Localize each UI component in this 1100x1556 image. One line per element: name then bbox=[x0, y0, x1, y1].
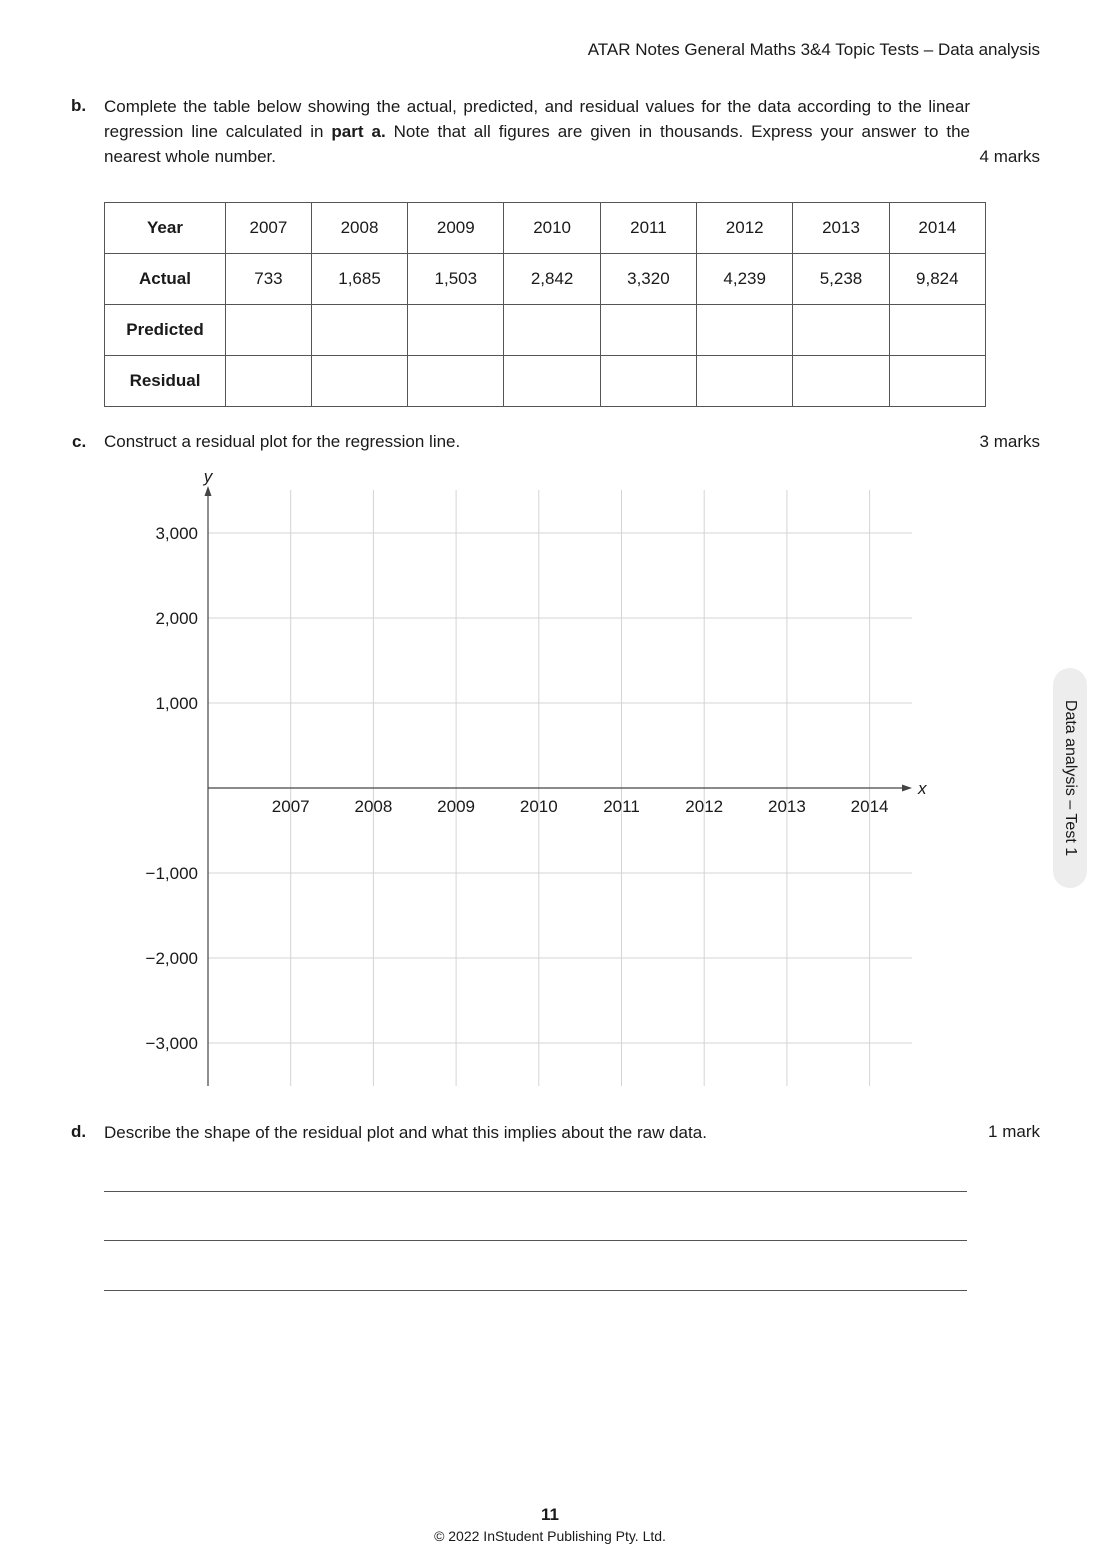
section-side-tab bbox=[1053, 668, 1087, 888]
y-tick-label: 1,000 bbox=[155, 694, 198, 713]
y-tick-label: 2,000 bbox=[155, 609, 198, 628]
year-cell: 2012 bbox=[697, 203, 793, 254]
y-tick-label: 3,000 bbox=[155, 524, 198, 543]
actual-cell: 9,824 bbox=[889, 254, 985, 305]
row-header-year: Year bbox=[105, 203, 226, 254]
answer-line[interactable] bbox=[104, 1191, 967, 1192]
y-tick-label: −2,000 bbox=[145, 949, 198, 968]
answer-line[interactable] bbox=[104, 1290, 967, 1291]
actual-cell: 733 bbox=[226, 254, 312, 305]
y-tick-label: −1,000 bbox=[145, 864, 198, 883]
x-axis-label: x bbox=[918, 779, 927, 798]
actual-cell: 3,320 bbox=[600, 254, 696, 305]
part-c-question: Construct a residual plot for the regression line. bbox=[104, 432, 461, 451]
part-d-question: Describe the shape of the residual plot and what this implies about the raw data. bbox=[104, 1123, 707, 1142]
answer-line[interactable] bbox=[104, 1240, 967, 1241]
actual-cell: 2,842 bbox=[504, 254, 600, 305]
actual-cell: 4,239 bbox=[697, 254, 793, 305]
row-header-predicted: Predicted bbox=[105, 305, 226, 356]
y-axis-label: y bbox=[203, 467, 213, 486]
side-tab-label: Data analysis – Test 1 bbox=[1062, 699, 1079, 857]
x-axis-arrow bbox=[902, 785, 912, 792]
x-tick-label: 2007 bbox=[271, 797, 310, 816]
x-tick-label: 2009 bbox=[437, 797, 476, 816]
x-tick-label: 2010 bbox=[519, 797, 558, 816]
tick-labels bbox=[146, 467, 927, 1053]
year-cell: 2007 bbox=[226, 203, 312, 254]
year-cell: 2011 bbox=[600, 203, 696, 254]
part-c-letter: c. bbox=[72, 432, 87, 451]
year-cell: 2009 bbox=[408, 203, 504, 254]
part-b-marks: 4 marks bbox=[979, 147, 1040, 166]
year-cell: 2014 bbox=[889, 203, 985, 254]
copyright: © 2022 InStudent Publishing Pty. Ltd. bbox=[434, 1528, 666, 1544]
part-d-marks: 1 mark bbox=[988, 1122, 1040, 1141]
running-header: ATAR Notes General Maths 3&4 Topic Tests – Data analysis bbox=[587, 40, 1040, 59]
x-tick-label: 2012 bbox=[685, 797, 724, 816]
part-b-letter: b. bbox=[71, 96, 87, 115]
row-header-actual: Actual bbox=[105, 254, 226, 305]
part-b-text-1: Complete the table below showing the actual, predicted, and residual values for the data according to the linear regression line calculated in bbox=[104, 97, 970, 141]
x-tick-label: 2014 bbox=[850, 797, 889, 816]
actual-cell: 1,503 bbox=[408, 254, 504, 305]
row-header-residual: Residual bbox=[105, 356, 226, 407]
part-d-letter: d. bbox=[71, 1122, 87, 1141]
part-c-marks: 3 marks bbox=[979, 432, 1040, 451]
axes bbox=[205, 486, 913, 1086]
year-cell: 2013 bbox=[793, 203, 889, 254]
year-cell: 2010 bbox=[504, 203, 600, 254]
part-b-text-2: Note that all figures are given in thousands. Express your answer to the nearest whole number. bbox=[104, 122, 971, 166]
x-tick-label: 2011 bbox=[603, 797, 640, 816]
y-tick-label: −3,000 bbox=[145, 1034, 198, 1053]
part-b-bold-ref: part a. bbox=[331, 122, 386, 141]
page-number: 11 bbox=[541, 1505, 559, 1524]
y-axis-arrow bbox=[205, 486, 212, 496]
year-cell: 2008 bbox=[311, 203, 407, 254]
x-tick-label: 2008 bbox=[354, 797, 393, 816]
actual-cell: 1,685 bbox=[311, 254, 407, 305]
actual-cell: 5,238 bbox=[793, 254, 889, 305]
x-tick-label: 2013 bbox=[767, 797, 806, 816]
